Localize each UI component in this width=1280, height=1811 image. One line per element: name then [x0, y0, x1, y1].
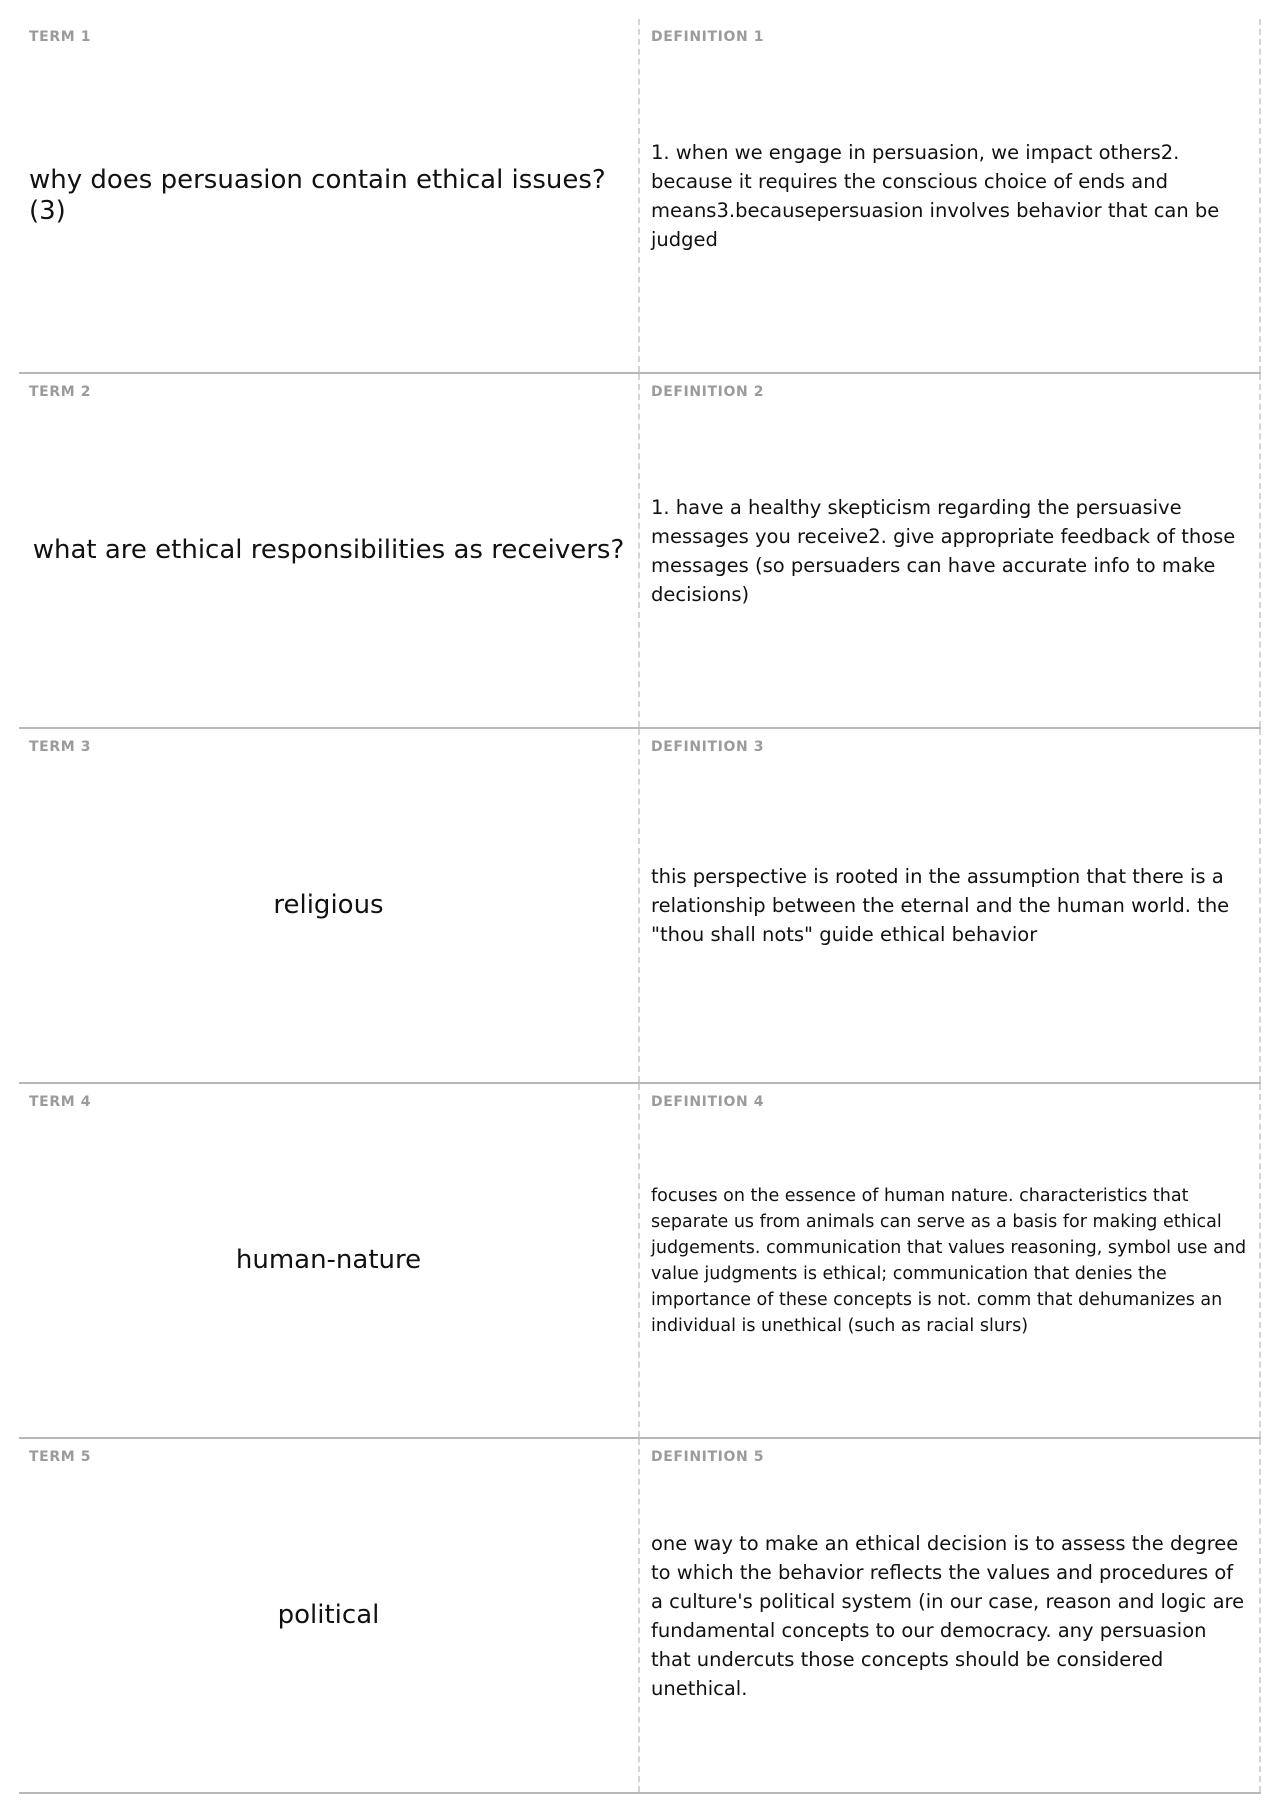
- definition-cell: [640, 1439, 1261, 1792]
- definition-cell: [640, 729, 1261, 1082]
- term-text-box: [29, 729, 628, 1082]
- term-cell: [19, 1084, 640, 1437]
- term-text: human-nature: [235, 1245, 422, 1275]
- term-label: TERM 3: [29, 739, 92, 755]
- flashcard-row: [19, 374, 1261, 729]
- definition-cell: [640, 19, 1261, 372]
- term-cell: [19, 19, 640, 372]
- definition-label: DEFINITION 4: [651, 1094, 765, 1110]
- term-text-box: [29, 374, 628, 727]
- term-text: religious: [273, 890, 384, 920]
- flashcard-sheet: [19, 19, 1261, 1794]
- term-text-box: [29, 1084, 628, 1437]
- term-label: TERM 2: [29, 384, 92, 400]
- flashcard-row: [19, 1439, 1261, 1794]
- term-cell: [19, 1439, 640, 1792]
- definition-text-box: [651, 19, 1249, 372]
- definition-label: DEFINITION 2: [651, 384, 765, 400]
- term-label: TERM 5: [29, 1449, 92, 1465]
- definition-text-box: [651, 1439, 1249, 1792]
- term-label: TERM 4: [29, 1094, 92, 1110]
- definition-label: DEFINITION 1: [651, 29, 765, 45]
- term-text: political: [277, 1600, 380, 1630]
- definition-text: this perspective is rooted in the assumption that there is a relationship between the eternal and the human world. the "thou shall nots" guide ethical behavior: [651, 865, 1230, 946]
- flashcard-row: [19, 1084, 1261, 1439]
- flashcard-row: [19, 19, 1261, 374]
- term-text-box: [29, 1439, 628, 1792]
- term-cell: [19, 374, 640, 727]
- flashcard-row: [19, 729, 1261, 1084]
- definition-text: 1. when we engage in persuasion, we impact others2. because it requires the conscious choice of ends and means3.becausepersuasion involves behavior that can be judged: [651, 140, 1220, 251]
- term-text: what are ethical responsibilities as receivers?: [32, 535, 625, 565]
- definition-text-box: [651, 374, 1249, 727]
- term-cell: [19, 729, 640, 1082]
- definition-cell: [640, 374, 1261, 727]
- definition-text: 1. have a healthy skepticism regarding the persuasive messages you receive2. give appropriate feedback of those messages (so persuaders can have accurate info to make decisions): [651, 495, 1236, 606]
- term-text: why does persuasion contain ethical issues? (3): [29, 164, 606, 226]
- definition-label: DEFINITION 5: [651, 1449, 765, 1465]
- term-label: TERM 1: [29, 29, 92, 45]
- definition-cell: [640, 1084, 1261, 1437]
- definition-text-box: [651, 729, 1249, 1082]
- definition-text: focuses on the essence of human nature. characteristics that separate us from animals can serve as a basis for making ethical judgements. communication that values reasoning, symbol use and value judgments is ethical; communication that denies the importance of these concepts is not. comm that dehumanizes an individual is unethical (such as racial slurs): [651, 1185, 1247, 1336]
- definition-text: one way to make an ethical decision is to assess the degree to which the behavior reflects the values and procedures of a culture's political system (in our case, reason and logic are fundamental concepts to our democracy. any persuasion that undercuts those concepts should be considered unethical.: [651, 1531, 1245, 1700]
- definition-text-box: [651, 1084, 1249, 1437]
- term-text-box: [29, 19, 628, 372]
- definition-label: DEFINITION 3: [651, 739, 765, 755]
